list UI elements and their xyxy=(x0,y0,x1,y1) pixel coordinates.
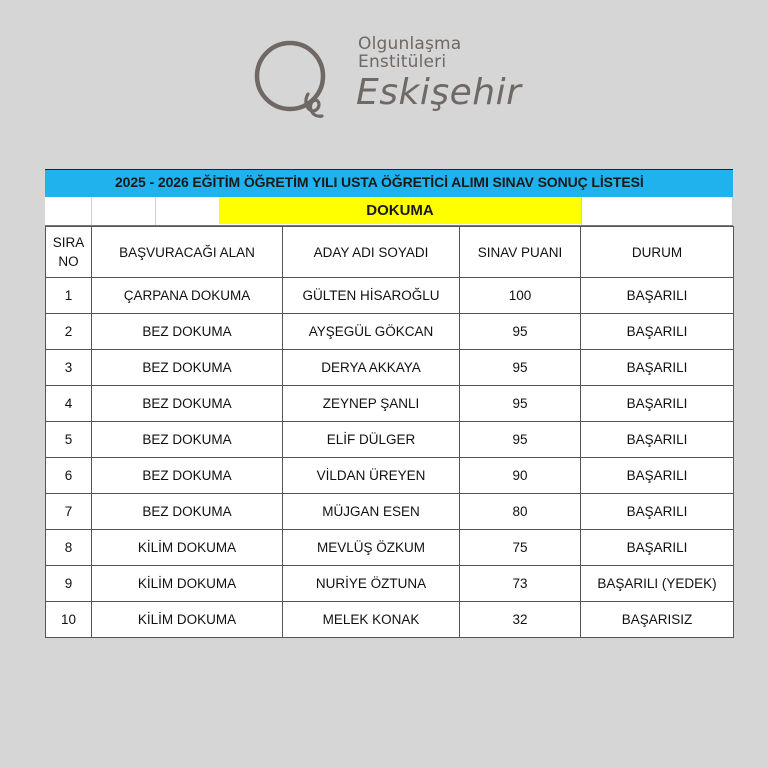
cell-status: BAŞARILI xyxy=(581,314,734,350)
header-area: BAŞVURACAĞI ALAN xyxy=(92,227,283,278)
cell-area: KİLİM DOKUMA xyxy=(92,530,283,566)
grid-line xyxy=(91,197,92,225)
header-name: ADAY ADI SOYADI xyxy=(283,227,460,278)
cell-no: 1 xyxy=(46,278,92,314)
cell-name: GÜLTEN HİSAROĞLU xyxy=(283,278,460,314)
cell-area: KİLİM DOKUMA xyxy=(92,566,283,602)
table-header-row xyxy=(46,227,734,278)
cell-score: 90 xyxy=(460,458,581,494)
cell-status: BAŞARILI xyxy=(581,422,734,458)
header-score: SINAV PUANI xyxy=(460,227,581,278)
logo-mark-icon xyxy=(252,34,332,122)
cell-no: 5 xyxy=(46,422,92,458)
header-sira-no xyxy=(46,227,92,278)
table-row xyxy=(46,350,734,386)
cell-no: 6 xyxy=(46,458,92,494)
header-status: DURUM xyxy=(581,227,734,278)
cell-no: 9 xyxy=(46,566,92,602)
cell-area: BEZ DOKUMA xyxy=(92,494,283,530)
cell-area: KİLİM DOKUMA xyxy=(92,602,283,638)
department-label: DOKUMA xyxy=(366,202,434,219)
cell-name: ZEYNEP ŞANLI xyxy=(283,386,460,422)
cell-no: 3 xyxy=(46,350,92,386)
table-row xyxy=(46,422,734,458)
table-row xyxy=(46,530,734,566)
grid-line xyxy=(581,197,582,225)
cell-name: MELEK KONAK xyxy=(283,602,460,638)
cell-name: ELİF DÜLGER xyxy=(283,422,460,458)
cell-score: 95 xyxy=(460,386,581,422)
cell-no: 8 xyxy=(46,530,92,566)
cell-area: BEZ DOKUMA xyxy=(92,314,283,350)
cell-status: BAŞARILI xyxy=(581,494,734,530)
cell-status: BAŞARISIZ xyxy=(581,602,734,638)
header-sira: SIRA xyxy=(52,235,85,250)
table-row xyxy=(46,458,734,494)
cell-score: 80 xyxy=(460,494,581,530)
cell-name: NURİYE ÖZTUNA xyxy=(283,566,460,602)
cell-area: BEZ DOKUMA xyxy=(92,350,283,386)
cell-status: BAŞARILI xyxy=(581,458,734,494)
cell-no: 2 xyxy=(46,314,92,350)
cell-area: BEZ DOKUMA xyxy=(92,386,283,422)
results-sheet xyxy=(45,169,733,638)
cell-score: 75 xyxy=(460,530,581,566)
cell-no: 10 xyxy=(46,602,92,638)
logo-city-name: Eskişehir xyxy=(356,72,522,113)
cell-name: MEVLÜŞ ÖZKUM xyxy=(283,530,460,566)
institution-logo xyxy=(252,30,532,125)
cell-name: DERYA AKKAYA xyxy=(283,350,460,386)
table-row xyxy=(46,566,734,602)
department-row xyxy=(45,197,733,226)
cell-score: 100 xyxy=(460,278,581,314)
cell-status: BAŞARILI xyxy=(581,278,734,314)
sheet-title: 2025 - 2026 EĞİTİM ÖĞRETİM YILI USTA ÖĞRETİCİ ALIMI SINAV SONUÇ LİSTESİ xyxy=(115,174,644,190)
logo-text-line2: Enstitüleri xyxy=(358,52,447,72)
cell-score: 32 xyxy=(460,602,581,638)
cell-status: BAŞARILI (YEDEK) xyxy=(581,566,734,602)
cell-status: BAŞARILI xyxy=(581,386,734,422)
cell-no: 7 xyxy=(46,494,92,530)
cell-area: BEZ DOKUMA xyxy=(92,422,283,458)
title-bar xyxy=(45,169,733,197)
cell-area: BEZ DOKUMA xyxy=(92,458,283,494)
cell-name: AYŞEGÜL GÖKCAN xyxy=(283,314,460,350)
cell-status: BAŞARILI xyxy=(581,530,734,566)
results-table xyxy=(45,226,734,638)
grid-line xyxy=(155,197,156,225)
table-row xyxy=(46,386,734,422)
table-row xyxy=(46,278,734,314)
table-row xyxy=(46,314,734,350)
cell-name: MÜJGAN ESEN xyxy=(283,494,460,530)
cell-area: ÇARPANA DOKUMA xyxy=(92,278,283,314)
table-row xyxy=(46,602,734,638)
cell-score: 73 xyxy=(460,566,581,602)
logo-text-line1: Olgunlaşma xyxy=(358,34,462,54)
cell-score: 95 xyxy=(460,422,581,458)
table-row xyxy=(46,494,734,530)
cell-score: 95 xyxy=(460,350,581,386)
cell-status: BAŞARILI xyxy=(581,350,734,386)
cell-no: 4 xyxy=(46,386,92,422)
grid-line xyxy=(732,197,733,225)
header-no: NO xyxy=(58,254,79,269)
cell-score: 95 xyxy=(460,314,581,350)
cell-name: VİLDAN ÜREYEN xyxy=(283,458,460,494)
